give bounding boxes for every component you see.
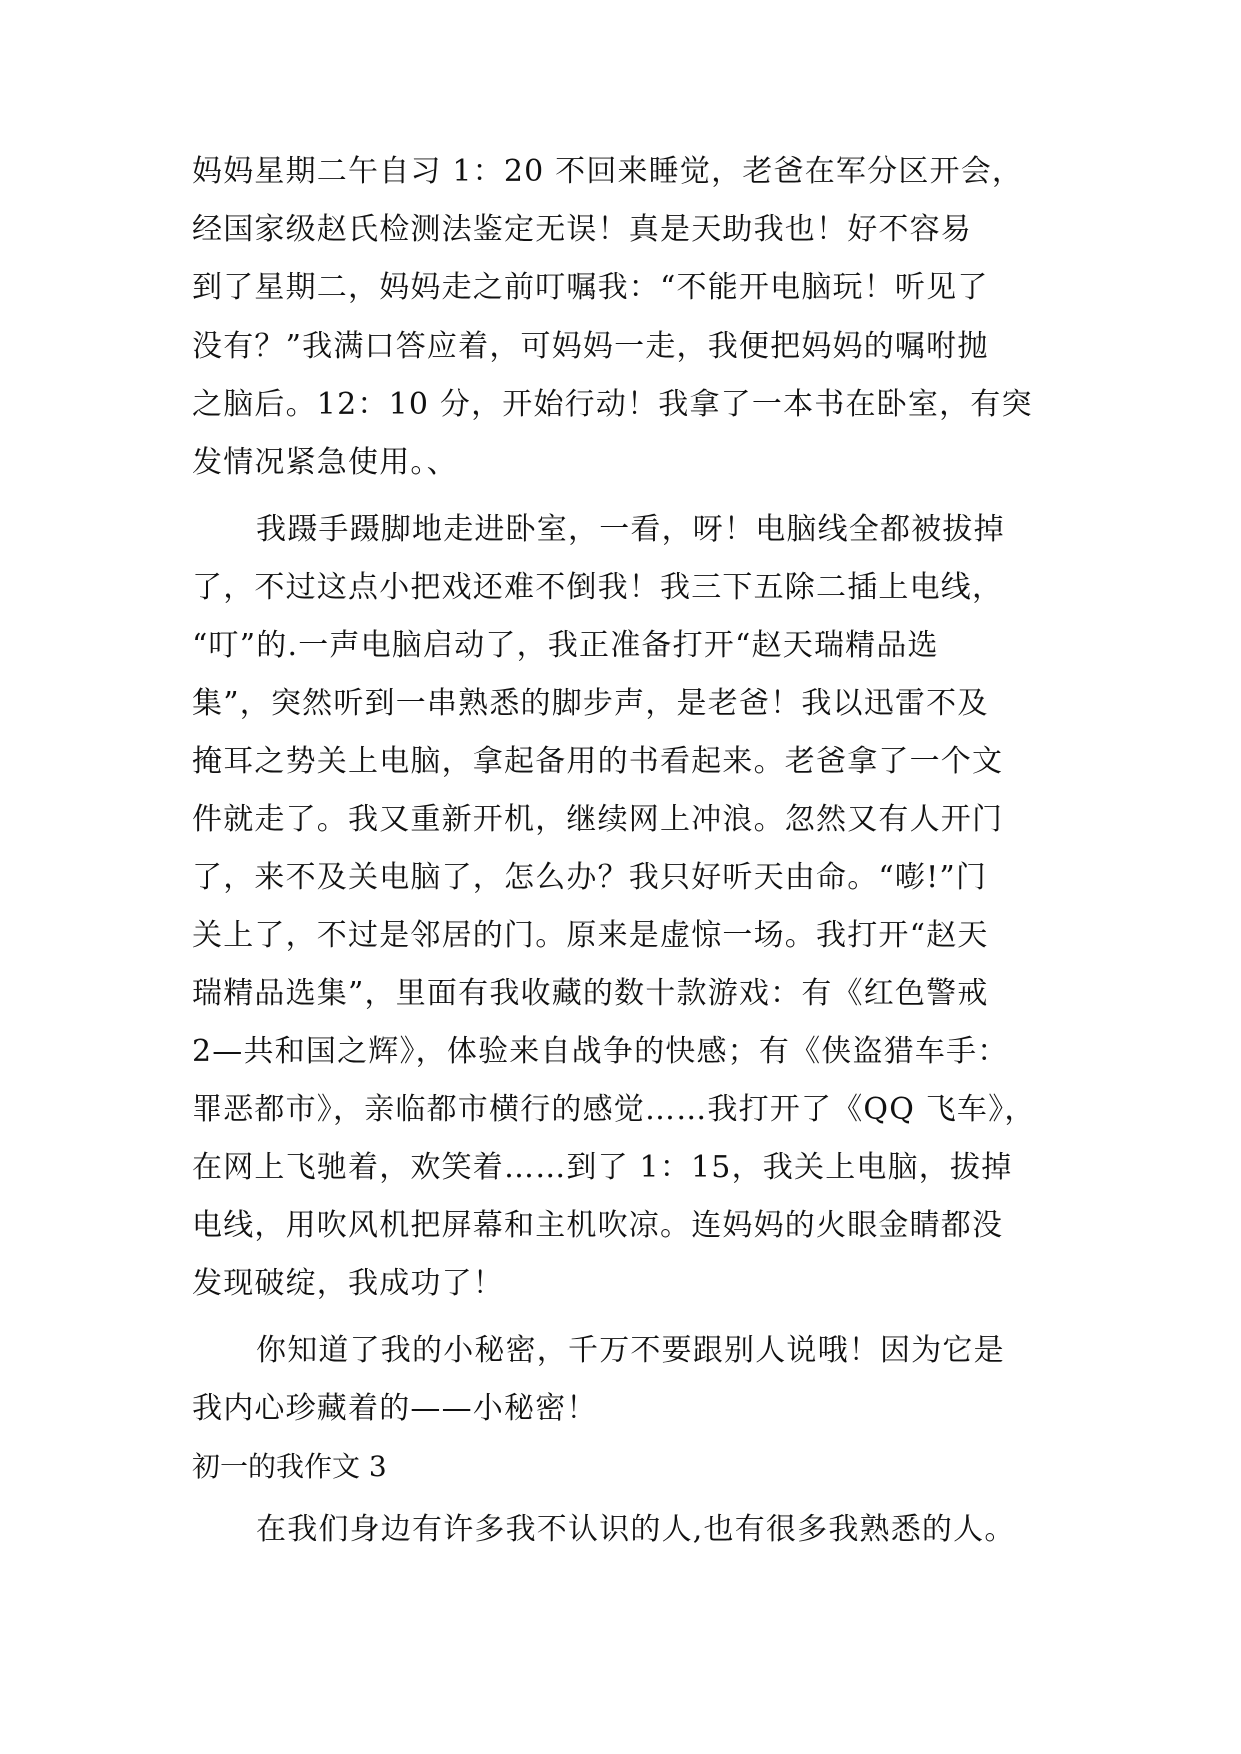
paragraph-line: 你知道了我的小秘密，千万不要跟别人说哦！因为它是 xyxy=(256,1333,1005,1368)
paragraph-line: 我蹑手蹑脚地走进卧室，一看，呀！电脑线全都被拔掉 xyxy=(256,512,1005,547)
paragraph-line: 集”，突然听到一串熟悉的脚步声，是老爸！我以迅雷不及 xyxy=(192,686,989,721)
paragraph-line: 我内心珍藏着的——小秘密！ xyxy=(192,1391,598,1426)
paragraph-line: 掩耳之势关上电脑，拿起备用的书看起来。老爸拿了一个文 xyxy=(192,744,1004,779)
paragraph-line: 妈妈星期二午自习 1：20 不回来睡觉，老爸在军分区开会， xyxy=(192,154,1024,189)
paragraph-line: 件就走了。我又重新开机，继续网上冲浪。忽然又有人开门 xyxy=(192,802,1004,837)
paragraph-line: 在网上飞驰着，欢笑着……到了 1：15，我关上电脑，拔掉 xyxy=(192,1150,1013,1185)
paragraph-line: 了，不过这点小把戏还难不倒我！我三下五除二插上电线， xyxy=(192,570,1004,605)
paragraph-line: 到了星期二，妈妈走之前叮嘱我：“不能开电脑玩！听见了 xyxy=(192,270,989,305)
paragraph-line: 了，来不及关电脑了，怎么办？我只好听天由命。“嘭!”门 xyxy=(192,860,988,895)
paragraph-line: 发情况紧急使用。、 xyxy=(192,445,458,480)
paragraph-line: 在我们身边有许多我不认识的人,也有很多我熟悉的人。 xyxy=(256,1512,1016,1547)
paragraph-line: 经国家级赵氏检测法鉴定无误！真是天助我也！好不容易 xyxy=(192,212,972,247)
section-heading: 初一的我作文 3 xyxy=(192,1450,387,1483)
paragraph-line: 之脑后。12：10 分，开始行动！我拿了一本书在卧室，有突 xyxy=(192,387,1033,422)
paragraph-line: 瑞精品选集”，里面有我收藏的数十款游戏：有《红色警戒 xyxy=(192,976,989,1011)
paragraph-line: 罪恶都市》，亲临都市横行的感觉……我打开了《QQ 飞车》， xyxy=(192,1092,1036,1127)
paragraph-line: 关上了，不过是邻居的门。原来是虚惊一场。我打开“赵天 xyxy=(192,918,989,953)
paragraph-line: 没有？”我满口答应着，可妈妈一走，我便把妈妈的嘱咐抛 xyxy=(192,329,989,364)
paragraph-line: 电线，用吹风机把屏幕和主机吹凉。连妈妈的火眼金睛都没 xyxy=(192,1208,1004,1243)
paragraph-line: “叮”的.一声电脑启动了，我正准备打开“赵天瑞精品选 xyxy=(192,628,939,663)
paragraph-line: 2—共和国之辉》，体验来自战争的快感；有《侠盗猎车手： xyxy=(192,1034,1009,1069)
paragraph-line: 发现破绽，我成功了！ xyxy=(192,1266,504,1301)
